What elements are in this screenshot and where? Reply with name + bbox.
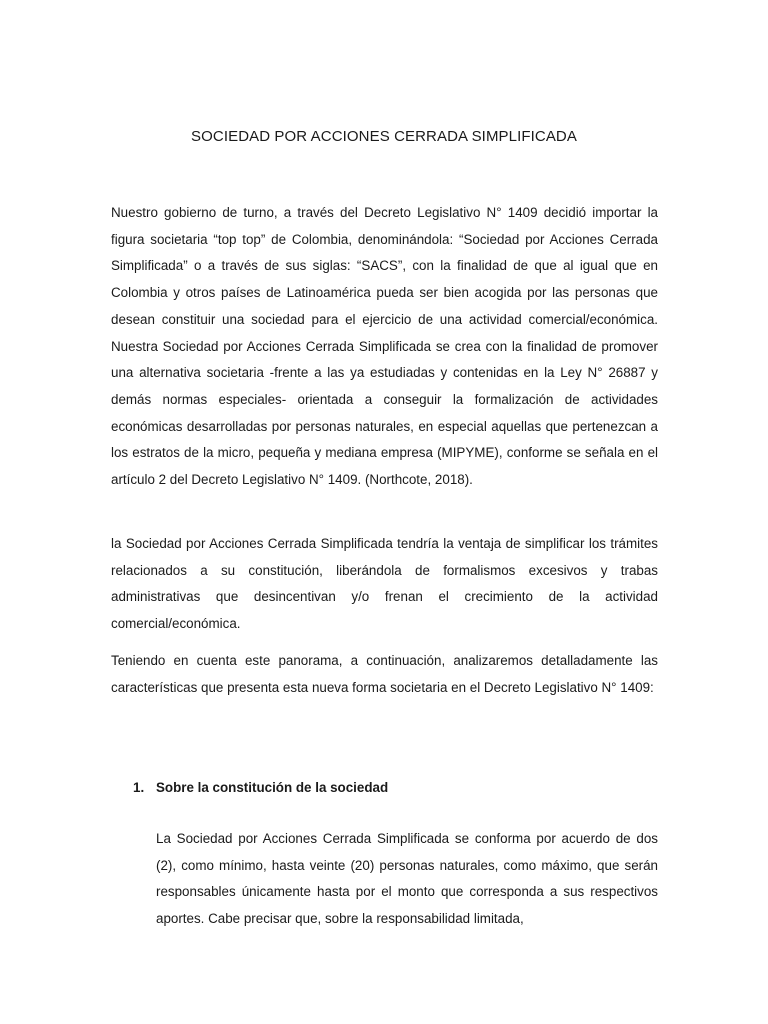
section-paragraph: La Sociedad por Acciones Cerrada Simplificada se conforma por acuerdo de dos (2), como mínimo, hasta veinte (20) personas naturales, como máximo, que serán responsables únicamente hasta por el monto que corresponda a sus respectivos aportes. Cabe precisar que, sobre la responsabilidad limitada, [156, 831, 658, 927]
document-title: SOCIEDAD POR ACCIONES CERRADA SIMPLIFICADA [191, 128, 577, 145]
paragraph-advantages: la Sociedad por Acciones Cerrada Simplificada tendría la ventaja de simplificar los trámites relacionados a su constitución, liberándola de formalismos excesivos y trabas administrativas que desincentivan y/o frenan el crecimiento de la actividad comercial/económica. [111, 536, 658, 632]
section-heading [133, 775, 388, 802]
paragraph-intro: Nuestro gobierno de turno, a través del Decreto Legislativo N° 1409 decidió importar la figura societaria “top top” de Colombia, denominándola: “Sociedad por Acciones Cerrada Simplificada” o a través de sus siglas: “SACS”, con la finalidad de que al igual que en Colombia y otros países de Latinoamérica pueda ser bien acogida por las personas que desean constituir una sociedad para el ejercicio de una actividad comercial/económica. Nuestra Sociedad por Acciones Cerrada Simplificada se crea con la finalidad de promover una alternativa societaria -frente a las ya estudiadas y contenidas en la Ley N° 26887 y demás normas especiales- orientada a conseguir la formalización de actividades económicas desarrolladas por personas naturales, en especial aquellas que pertenezcan a los estratos de la micro, pequeña y mediana empresa (MIPYME), conforme se señala en el artículo 2 del Decreto Legislativo N° 1409. (Northcote, 2018). [111, 205, 658, 488]
paragraph-overview: Teniendo en cuenta este panorama, a continuación, analizaremos detalladamente las características que presenta esta nueva forma societaria en el Decreto Legislativo N° 1409: [111, 653, 658, 695]
section-number: 1. [133, 780, 145, 795]
section-heading-text: Sobre la constitución de la sociedad [156, 780, 389, 795]
